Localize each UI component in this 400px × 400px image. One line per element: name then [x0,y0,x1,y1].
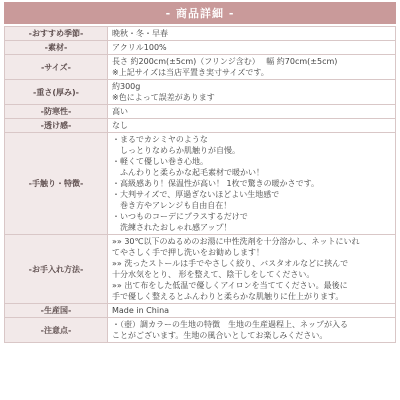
spec-value-line: 晩秋・冬・早春 [112,29,168,38]
spec-row [5,41,396,55]
spec-label: -生産国- [5,304,108,318]
section-title-text: - 商品詳細 - [165,7,235,20]
spec-value-line: »» 出て布をした低温で優しくアイロンを当ててください。最後に [112,281,348,290]
spec-value-line: ・（壺）調カラーの生地の特徴 生地の生産過程上、ネップが入る [112,320,348,329]
spec-value [108,119,396,133]
spec-value [108,41,396,55]
spec-row [5,304,396,318]
spec-label: -お手入れ方法- [5,235,108,304]
spec-row [5,235,396,304]
spec-value-line: ・まるでカシミヤのような [112,135,208,144]
spec-value-line: Made in China [112,306,170,315]
spec-value [108,105,396,119]
spec-value-line: ・軽くて優しい巻き心地。 [112,157,208,166]
spec-value-line: なし [112,121,128,130]
spec-value [108,318,396,343]
spec-value-line: 約300g [112,82,141,91]
spec-label: -サイズ- [5,55,108,80]
spec-value-line: ・高級感あり！保温性が高い！ 1枚で驚きの暖かさです。 [112,179,319,188]
spec-row [5,318,396,343]
spec-value-line: 巻き方やアレンジも自由自在！ [112,201,232,210]
spec-row [5,55,396,80]
spec-value-line: »» 30℃以下のぬるめのお湯に中性洗剤を十分溶かし、ネットにいれ [112,237,360,246]
spec-value-line: しっとりなめらか肌触りが自慢。 [112,146,240,155]
spec-row [5,27,396,41]
spec-value-line: ふんわりと柔らかな起毛素材で暖かい！ [112,168,264,177]
spec-table [4,26,396,343]
spec-value-line: てやさしく手で押し洗いをお勧めします！ [112,248,264,257]
spec-value [108,55,396,80]
spec-row [5,105,396,119]
spec-value-line: ※上記サイズは当店平置き実寸サイズです。 [112,68,269,77]
spec-value-line: 長さ 約200cm(±5cm)（フリンジ含む） 幅 約70cm(±5cm) [112,57,338,66]
spec-value-line: ・大判サイズで、厚過ぎないほどよい生地感で [112,190,280,199]
spec-label: -おすすめ季節- [5,27,108,41]
spec-value-line: ことがございます。生地の風合いとしてお楽しみください。 [112,331,328,340]
spec-value-line: 高い [112,107,128,116]
spec-value-line: 十分水気をとり、 形を整えて、陰干しをしてください。 [112,270,315,279]
spec-value [108,304,396,318]
spec-label: -素材- [5,41,108,55]
spec-value [108,27,396,41]
spec-value-line: ・いつものコーデにプラスするだけで [112,212,248,221]
spec-value-line: »» 洗ったストールは手でやさしく絞り、バスタオルなどに挟んで [112,259,349,268]
spec-value-line: ※色によって誤差があります [112,93,215,102]
spec-label: -手触り・特徴- [5,133,108,235]
spec-value [108,133,396,235]
spec-value-line: アクリル100% [112,43,167,52]
spec-label: -注意点- [5,318,108,343]
spec-value-line: 手で優しく整えるとふんわりと柔らかな肌触りに仕上がります。 [112,292,344,301]
spec-value-line: 洗練されたおしゃれ感アップ！ [112,223,232,232]
spec-label: -防寒性- [5,105,108,119]
spec-value [108,235,396,304]
section-title [4,2,396,24]
spec-row [5,133,396,235]
spec-label: -重さ(厚み)- [5,80,108,105]
spec-value [108,80,396,105]
spec-label: -透け感- [5,119,108,133]
spec-row [5,80,396,105]
spec-row [5,119,396,133]
